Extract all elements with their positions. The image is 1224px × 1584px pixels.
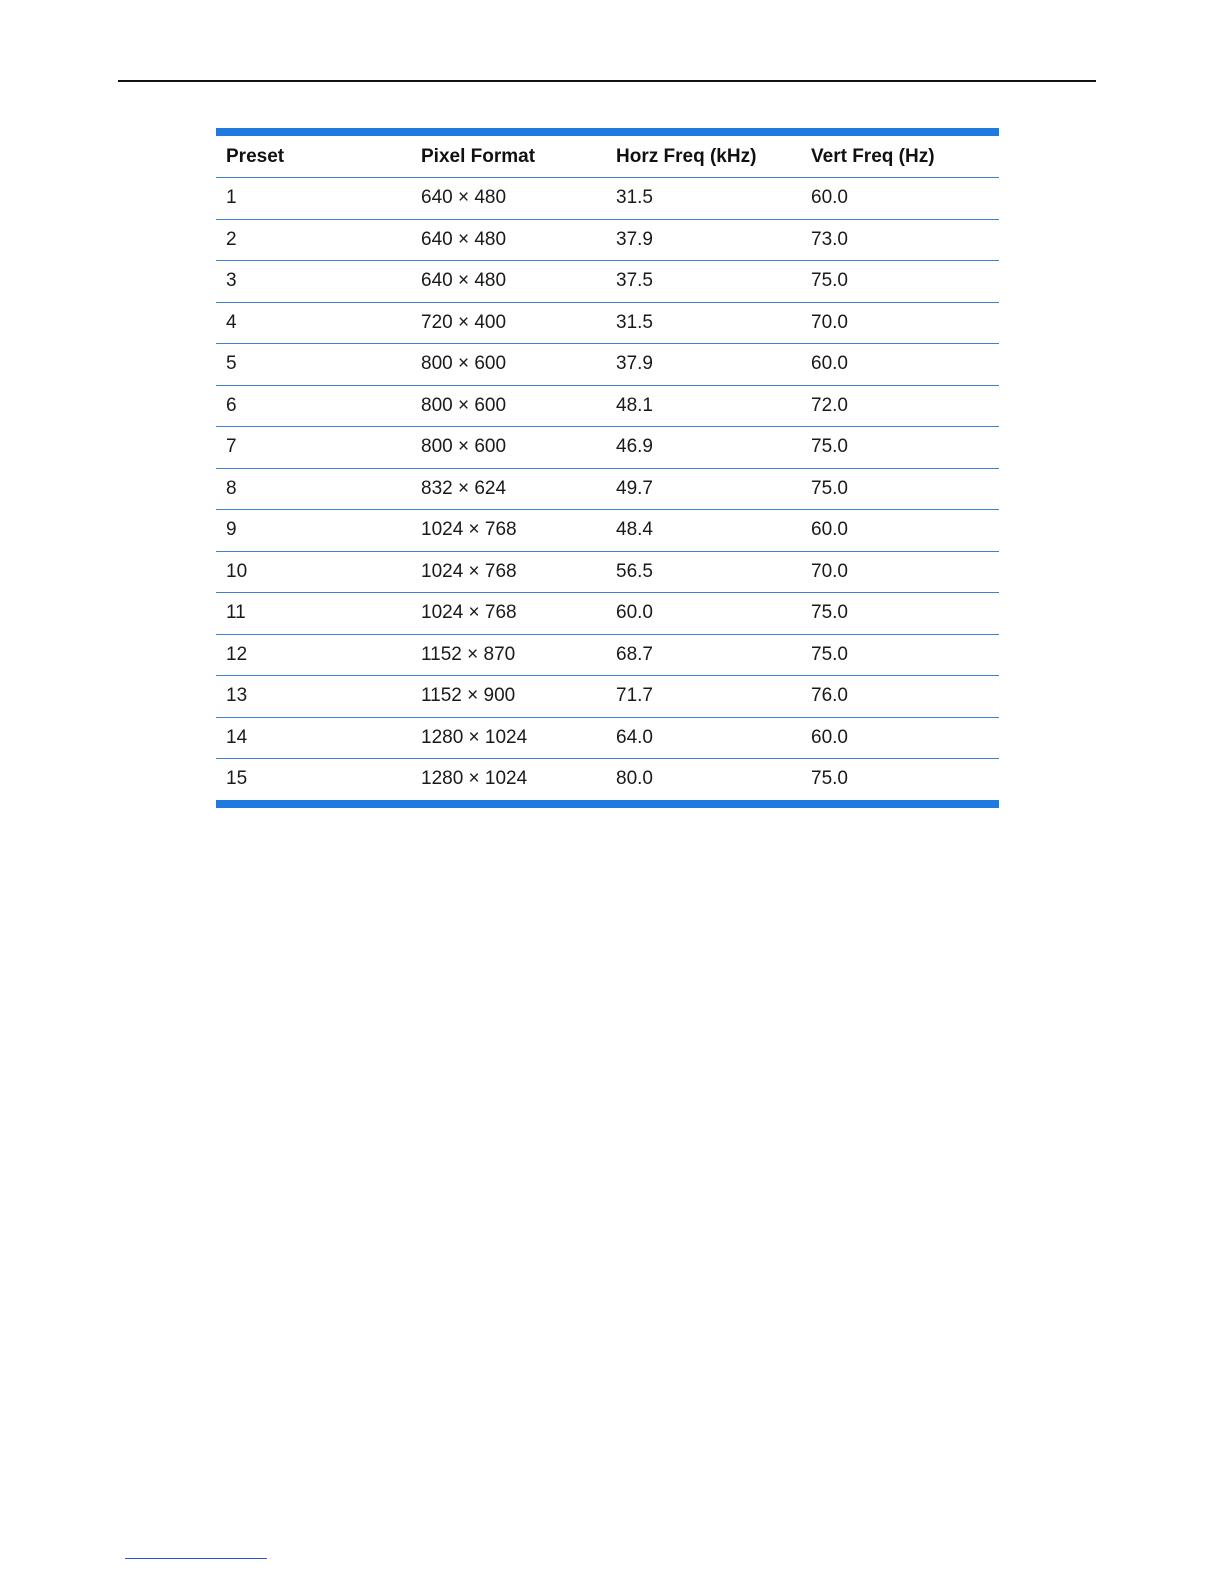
cell-pixel-format: 640 × 480 (411, 219, 606, 261)
cell-horz-freq: 48.1 (606, 385, 801, 427)
cell-horz-freq: 37.5 (606, 261, 801, 303)
cell-horz-freq: 48.4 (606, 510, 801, 552)
table-header-row (216, 136, 999, 178)
table-top-bar (216, 128, 999, 136)
cell-horz-freq: 64.0 (606, 717, 801, 759)
cell-horz-freq: 68.7 (606, 634, 801, 676)
cell-pixel-format: 1024 × 768 (411, 510, 606, 552)
cell-preset: 2 (216, 219, 411, 261)
table-row (216, 676, 999, 718)
cell-pixel-format: 1024 × 768 (411, 593, 606, 635)
table-row (216, 759, 999, 800)
page-header-rule (118, 80, 1096, 82)
cell-preset: 4 (216, 302, 411, 344)
cell-pixel-format: 800 × 600 (411, 385, 606, 427)
cell-pixel-format: 640 × 480 (411, 261, 606, 303)
cell-preset: 7 (216, 427, 411, 469)
cell-preset: 13 (216, 676, 411, 718)
cell-vert-freq: 73.0 (801, 219, 999, 261)
table-row (216, 717, 999, 759)
cell-vert-freq: 60.0 (801, 344, 999, 386)
cell-horz-freq: 31.5 (606, 302, 801, 344)
table-row (216, 344, 999, 386)
cell-vert-freq: 72.0 (801, 385, 999, 427)
cell-horz-freq: 56.5 (606, 551, 801, 593)
header-pixel-format: Pixel Format (411, 136, 606, 178)
table-row (216, 593, 999, 635)
cell-preset: 8 (216, 468, 411, 510)
cell-pixel-format: 1280 × 1024 (411, 717, 606, 759)
cell-vert-freq: 75.0 (801, 593, 999, 635)
cell-preset: 11 (216, 593, 411, 635)
cell-vert-freq: 60.0 (801, 178, 999, 220)
cell-preset: 12 (216, 634, 411, 676)
table-row (216, 427, 999, 469)
cell-preset: 14 (216, 717, 411, 759)
cell-vert-freq: 75.0 (801, 634, 999, 676)
cell-vert-freq: 70.0 (801, 302, 999, 344)
footer-link-underline (125, 1558, 267, 1559)
cell-horz-freq: 37.9 (606, 219, 801, 261)
cell-vert-freq: 75.0 (811, 768, 848, 790)
cell-preset: 5 (216, 344, 411, 386)
table-row (216, 510, 999, 552)
cell-pixel-format: 800 × 600 (411, 344, 606, 386)
table-row (216, 178, 999, 220)
cell-horz-freq: 46.9 (606, 427, 801, 469)
table-row (216, 551, 999, 593)
cell-preset: 1 (216, 178, 411, 220)
table-row (216, 634, 999, 676)
cell-vert-freq: 60.0 (801, 510, 999, 552)
cell-pixel-format: 800 × 600 (411, 427, 606, 469)
cell-horz-freq: 80.0 (616, 768, 653, 790)
cell-vert-freq: 76.0 (801, 676, 999, 718)
cell-preset: 10 (216, 551, 411, 593)
header-preset: Preset (216, 136, 411, 178)
table-row (216, 385, 999, 427)
specs-table (216, 136, 999, 800)
cell-horz-freq: 60.0 (606, 593, 801, 635)
table-bottom-bar (216, 800, 999, 808)
cell-vert-freq: 75.0 (801, 261, 999, 303)
cell-vert-freq: 70.0 (801, 551, 999, 593)
cell-pixel-format: 832 × 624 (411, 468, 606, 510)
cell-horz-freq: 37.9 (606, 344, 801, 386)
header-horz-freq: Horz Freq (kHz) (606, 136, 801, 178)
table-row (216, 219, 999, 261)
cell-preset: 15 (226, 768, 248, 790)
cell-pixel-format: 1152 × 870 (411, 634, 606, 676)
cell-horz-freq: 71.7 (606, 676, 801, 718)
cell-horz-freq: 31.5 (606, 178, 801, 220)
table-body (216, 178, 999, 800)
preset-timing-table (216, 128, 999, 808)
cell-preset: 3 (216, 261, 411, 303)
cell-pixel-format: 720 × 400 (411, 302, 606, 344)
cell-vert-freq: 60.0 (801, 717, 999, 759)
cell-vert-freq: 75.0 (801, 468, 999, 510)
table-row (216, 468, 999, 510)
cell-horz-freq: 49.7 (606, 468, 801, 510)
header-vert-freq: Vert Freq (Hz) (801, 136, 999, 178)
table-row (216, 302, 999, 344)
table-row (216, 261, 999, 303)
cell-vert-freq: 75.0 (801, 427, 999, 469)
cell-pixel-format: 640 × 480 (411, 178, 606, 220)
cell-pixel-format: 1280 × 1024 (421, 768, 528, 790)
cell-preset: 9 (216, 510, 411, 552)
cell-preset: 6 (216, 385, 411, 427)
cell-pixel-format: 1152 × 900 (411, 676, 606, 718)
cell-pixel-format: 1024 × 768 (411, 551, 606, 593)
